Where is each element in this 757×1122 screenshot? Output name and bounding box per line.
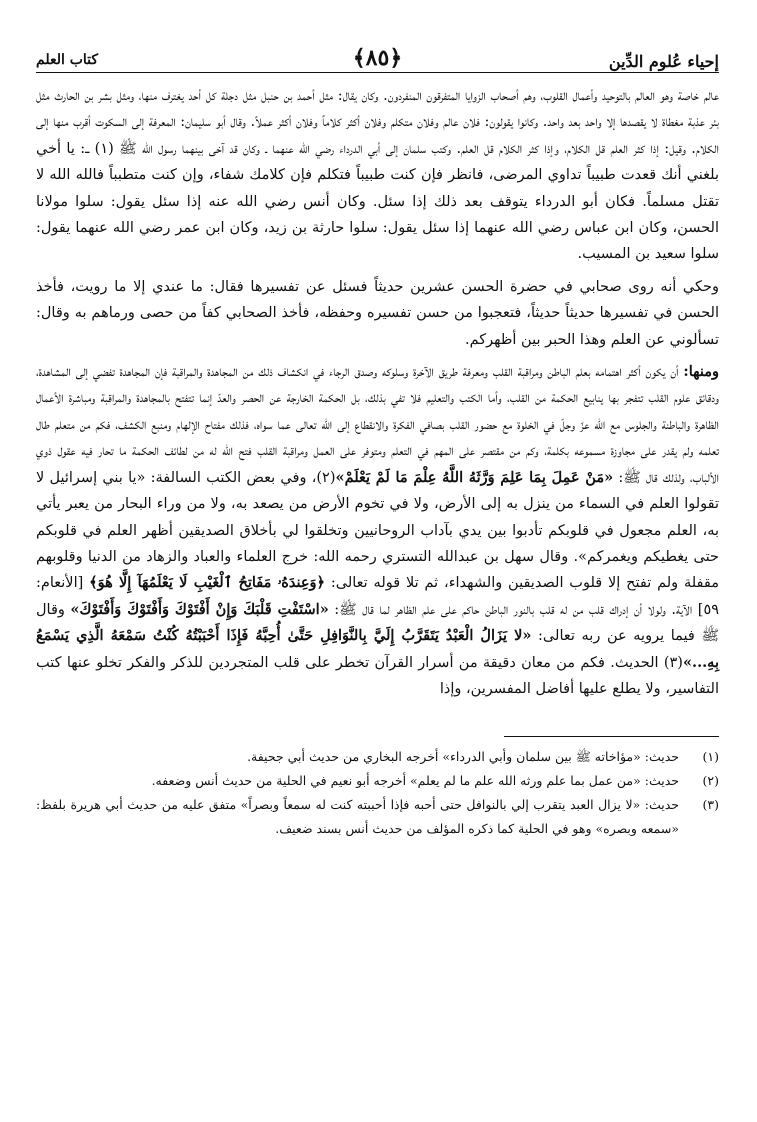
footnote	[36, 793, 719, 841]
footnote-text: حديث: «مؤاخاته ﷺ بين سلمان وأبي الدرداء» أخرجه البخاري من حديث أبي جحيفة.	[247, 749, 679, 765]
footnote-number: (٣)	[702, 797, 719, 813]
text-segment: (٢)، وفي بعض الكتب السالفة: «يا بني إسرائيل لا تقولوا العلم في السماء من ينزل به إلى الأرض، ولا في تخوم الأرض من يصعد به، ولا من وراء البحار من يعبر يأتي به، العلم مجعول في قلوبكم تأدبوا بين يدي بآداب الروحانيين وتخلقوا لي بأخلاق الصديقين أظهر العلم في قلوبكم حتى يغطيكم ويغمركم». وقال سهل بن عبدالله التستري رحمه الله: خرج العلماء والعباد والزهاد من الدنيا وقلوبهم مقفلة ولم تفتح إلا قلوب الصديقين والشهداء، ثم تلا قوله تعالى:	[36, 469, 719, 592]
footnote-number: (١)	[702, 749, 719, 765]
text-segment: وقال ﷺ فيما يرويه عن ربه تعالى:	[36, 601, 719, 645]
footnote-separator	[504, 736, 719, 737]
chapter-title: كتاب العلم	[36, 52, 99, 68]
hadith-quote: «اسْتَفْتِ قَلْبَكَ وَإِنْ أَفْتَوْكَ وَأَفْتَوْكَ وَأَفْتَوْكَ»	[70, 600, 329, 618]
footnote-text: حديث: «لا يزال العبد يتقرب إلي بالنوافل حتى أحبه فإذا أحببته كنت له سمعاً وبصراً» متفق عليه من حديث أبي هريرة بلفظ: «سمعه وبصره» وهو في الحلية كما ذكره المؤلف من حديث أنس بسند ضعيف.	[36, 797, 679, 837]
paragraph-1: عالم خاصة وهو العالم بالتوحيد وأعمال القلوب، وهم أصحاب الزوايا المتفرقون المنفردون. وكان يقال: مثل أحمد بن حنبل مثل دجلة كل أحد يغترف منها، ومثل بشر بن الحارث مثل بئر عذبة مغطاة لا يقصدها إلا واحد بعد واحد. وكانوا يقولون: فلان عالم وفلان متكلم وفلان أكثر كلاماً وفلان أكثر عملاً. وقال أبو سليمان: المعرفة إلى السكوت أقرب منها إلى الكلام. وقيل: إذا كثر العلم قل الكلام، وإذا كثر الكلام قل العلم. وكتب سلمان إلى أبي الدرداء رضي الله عنهما ـ وكان قد آخى بينهما رسول الله ﷺ (١) ـ: يا أخي بلغني أنك قعدت طبيباً تداوي المرضى، فانظر فإن كنت طبيباً فتكلم فإن كلامك شفاء، وإن كنت متطبباً فالله الله لا تقتل مسلماً. فكان أبو الدرداء يتوقف بعد ذلك إذا سئل. وكان أنس رضي الله عنه إذا سئل يقول: سلوا مولانا الحسن، وكان ابن عباس رضي الله عنهما إذا سئل يقول: سلوا حارثة بن زيد، وكان ابن عمر رضي الله عنهما يقول: سلوا سعيد بن المسيب.	[36, 88, 719, 263]
paragraph-3	[36, 359, 719, 702]
text-segment: أن يكون أكثر اهتمامه بعلم الباطن ومراقبة القلب ومعرفة طريق الآخرة وسلوكه وصدق الرجاء في انكشاف ذلك من المجاهدة والمراقبة فإن المجاهدة تفضي إلى المشاهدة، ودقائق علوم القلب تتفجر بها ينابيع الحكمة من القلب، وأما الكتب والتعليم فلا تفي بذلك، بل الحكمة الخارجة عن الحصر والعدّ إنما تتفتح بالمجاهدة والمراقبة ومباشرة الأعمال الظاهرة والباطنة والجلوس مع الله عزّ وجلّ في الخلوة مع حضور القلب بصافي الفكرة والانقطاع إلى الله تعالى عما سواه، فذلك مفتاح الإلهام ومنبع الكشف، فكم من متعلم طال تعلمه ولم يقدر على مجاوزة مسموعه بكلمة، وكم من مقتصر على المهم في التعلم ومتوفر على العمل ومراقبة القلب فتح الله له من لطائف الحكمة ما تحار فيه عقول ذوي الألباب، ولذلك قال ﷺ:	[36, 364, 719, 486]
hadith-quote: «لا يَزَالُ الْعَبْدُ يَتَقَرَّبُ إِلَيَّ بِالنَّوَافِلِ حَتَّىٰ أُحِبَّهُ فَإِذَا أَحْبَبْتُهُ كُنْتُ سَمْعَهُ الَّذِي يَسْمَعُ بِهِ...»	[36, 627, 719, 671]
book-title: إحياء عُلوم الدِّين	[608, 52, 719, 71]
page-header	[36, 0, 719, 73]
main-text	[36, 83, 719, 702]
footnote-text: حديث: «من عمل بما علم ورثه الله علم ما لم يعلم» أخرجه أبو نعيم في الحلية من حديث أنس وضعفه.	[151, 773, 679, 789]
paragraph-2: وحكي أنه روى صحابي في حضرة الحسن عشرين حديثاً فسئل عن تفسيرها فقال: ما عندي إلا ما رويت، فأخذ الحسن في تفسيرها حديثاً حديثاً، فتعجبوا من حسن تفسيره وحفظه، فأخذ الصحابي كفاً من حصى ورماهم به وقال: تسألوني عن العلم وهذا الحبر بين أظهركم.	[36, 278, 719, 348]
footnote	[36, 745, 719, 769]
text-segment: [الأنعام: ٥٩] الآية. ولولا أن إدراك قلب من له قلب بالنور الباطن حاكم على علم الظاهر لما قال ﷺ:	[36, 575, 720, 618]
quran-verse: ﴿وَعِندَهُۥ مَفَاتِحُ ٱلْغَيْبِ لَا يَعْلَمُهَآ إِلَّا هُوَ﴾	[89, 574, 326, 592]
text-segment: (٣) الحديث. فكم من معان دقيقة من أسرار القرآن تخطر على قلب المتجردين للذكر والفكر تخلو عنها كتب التفاسير، ولا يطلع عليها أفاضل المفسرين، وإذا	[36, 654, 719, 697]
footnote-number: (٢)	[702, 773, 719, 789]
footnotes	[36, 745, 719, 841]
hadith-quote: «مَنْ عَمِلَ بِمَا عَلِمَ وَرَّثَهُ اللَّهُ عِلْمَ مَا لَمْ يَعْلَمْ»	[335, 468, 614, 486]
footnote	[36, 769, 719, 793]
section-lead: ومنها:	[683, 363, 719, 381]
page-number: ﴿٨٥﴾	[352, 45, 403, 71]
